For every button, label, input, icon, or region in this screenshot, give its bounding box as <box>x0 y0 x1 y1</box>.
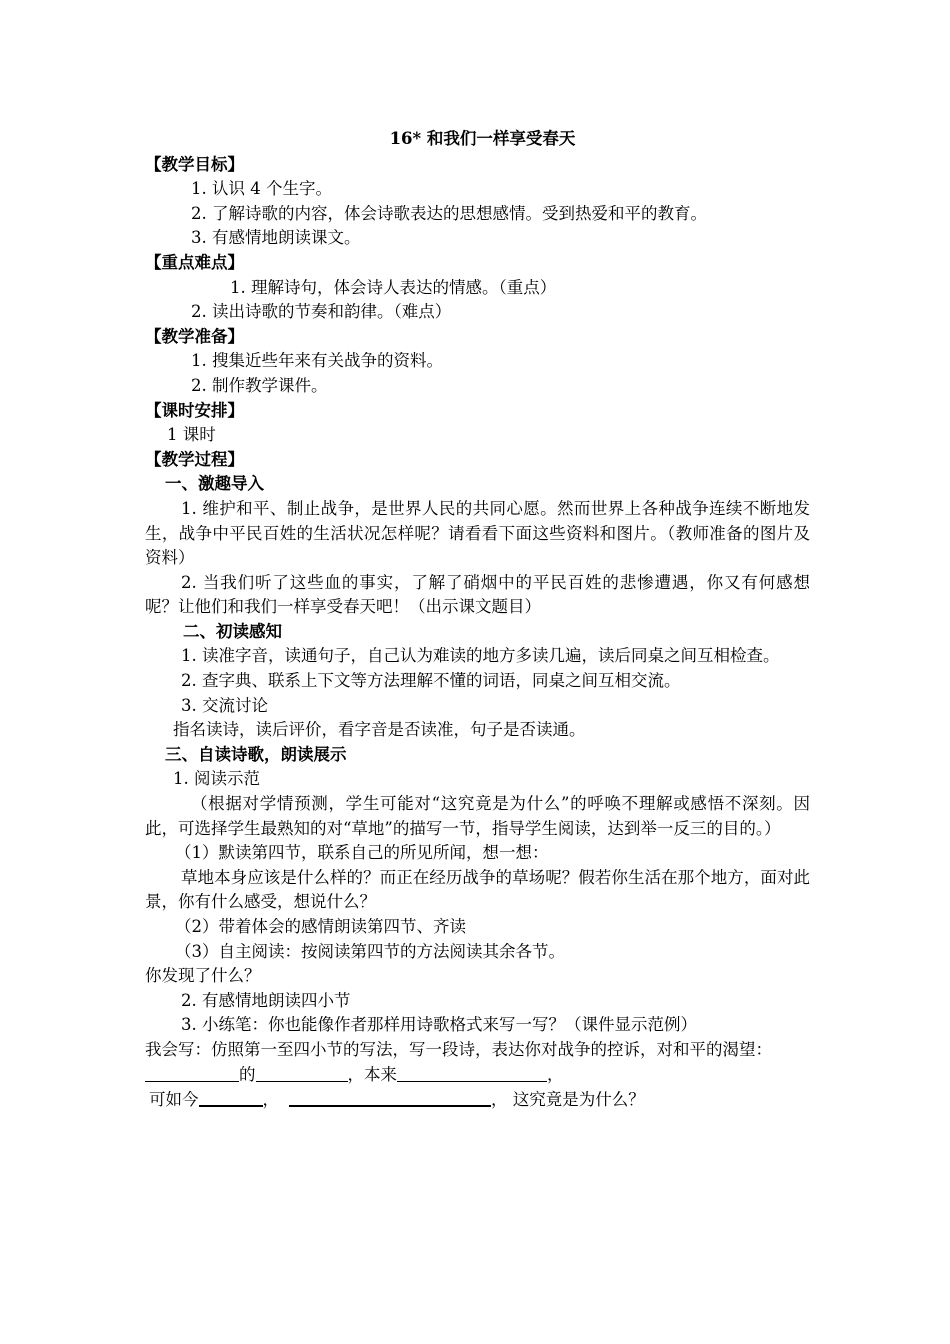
schedule-value: 1 课时 <box>167 425 216 445</box>
paragraph: 指名读诗，读后评价，看字音是否读准，句子是否读通。 <box>173 720 586 740</box>
section-heading-schedule: 【课时安排】 <box>145 400 244 420</box>
fill-text: ， <box>262 1090 279 1110</box>
paragraph: 2. 当我们听了这些血的事实，了解了硝烟中的平民百姓的悲惨遭遇，你又有何感想呢？让他们和我们一样享受春天吧！（出示课文题目） <box>145 572 810 617</box>
blank-line <box>289 1087 491 1107</box>
fill-text: 的 <box>239 1064 256 1084</box>
section-heading-key-points: 【重点难点】 <box>145 252 244 272</box>
lesson-plan <box>145 127 810 1113</box>
paragraph: 1. 阅读示范 <box>173 769 260 789</box>
fill-text: ，本来 <box>347 1064 397 1084</box>
goal-item: 1. 认识 4 个生字。 <box>191 179 332 199</box>
fill-in-line-1 <box>145 1063 810 1088</box>
fill-in-line-2 <box>145 1087 810 1113</box>
paragraph: 2. 有感情地朗读四小节 <box>181 990 351 1010</box>
process-section-title: 三、自读诗歌，朗读展示 <box>165 744 347 764</box>
section-heading-goals: 【教学目标】 <box>145 154 244 174</box>
paragraph: （1）默读第四节，联系自己的所见所闻，想一想： <box>175 843 549 863</box>
process-section-title: 一、激趣导入 <box>165 474 264 494</box>
paragraph: 3. 小练笔：你也能像作者那样用诗歌格式来写一写？（课件显示范例） <box>181 1015 697 1035</box>
section-heading-process: 【教学过程】 <box>145 449 244 469</box>
process-section-title: 二、初读感知 <box>183 621 282 641</box>
blank-line <box>397 1063 547 1082</box>
key-point-item: 2. 读出诗歌的节奏和韵律。（难点） <box>191 302 452 322</box>
blank-line <box>199 1087 263 1107</box>
paragraph: （根据对学情预测，学生可能对“这究竟是为什么”的呼唤不理解或感悟不深刻。因此，可选择学生最熟知的对“草地”的描写一节，指导学生阅读，达到举一反三的目的。） <box>145 794 810 838</box>
paragraph: 你发现了什么？ <box>145 966 261 986</box>
blank-line <box>145 1063 239 1082</box>
paragraph: 1. 维护和平、制止战争，是世界人民的共同心愿。然而世界上各种战争连续不断地发生，战争中平民百姓的生活状况怎样呢？请看看下面这些资料和图片。（教师准备的图片及资料） <box>145 498 810 568</box>
paragraph: 3. 交流讨论 <box>181 695 268 715</box>
paragraph: 草地本身应该是什么样的？而正在经历战争的草场呢？假若你生活在那个地方，面对此景，你有什么感受，想说什么？ <box>145 867 810 912</box>
paragraph: （2）带着体会的感情朗读第四节、齐读 <box>175 917 466 936</box>
prep-item: 2. 制作教学课件。 <box>191 375 328 395</box>
goal-item: 3. 有感情地朗读课文。 <box>191 228 361 248</box>
paragraph: （3）自主阅读：按阅读第四节的方法阅读其余各节。 <box>175 941 565 961</box>
fill-text: ， <box>547 1064 564 1084</box>
blank-line <box>256 1063 348 1082</box>
fill-text: ， 这究竟是为什么？ <box>491 1090 645 1110</box>
paragraph: 2. 查字典、联系上下文等方法理解不懂的词语，同桌之间互相交流。 <box>181 671 681 691</box>
prep-item: 1. 搜集近些年来有关战争的资料。 <box>191 351 443 371</box>
paragraph: 我会写：仿照第一至四小节的写法，写一段诗，表达你对战争的控诉，对和平的渴望： <box>145 1039 772 1059</box>
key-point-item: 1. 理解诗句，体会诗人表达的情感。（重点） <box>230 277 557 297</box>
section-heading-prep: 【教学准备】 <box>145 326 244 346</box>
goal-item: 2. 了解诗歌的内容，体会诗歌表达的思想感情。受到热爱和平的教育。 <box>191 203 707 223</box>
fill-text: 可如今 <box>149 1090 199 1110</box>
paragraph: 1. 读准字音，读通句子，自己认为难读的地方多读几遍，读后同桌之间互相检查。 <box>181 646 780 666</box>
page-title: 16* 和我们一样享受春天 <box>389 129 576 148</box>
